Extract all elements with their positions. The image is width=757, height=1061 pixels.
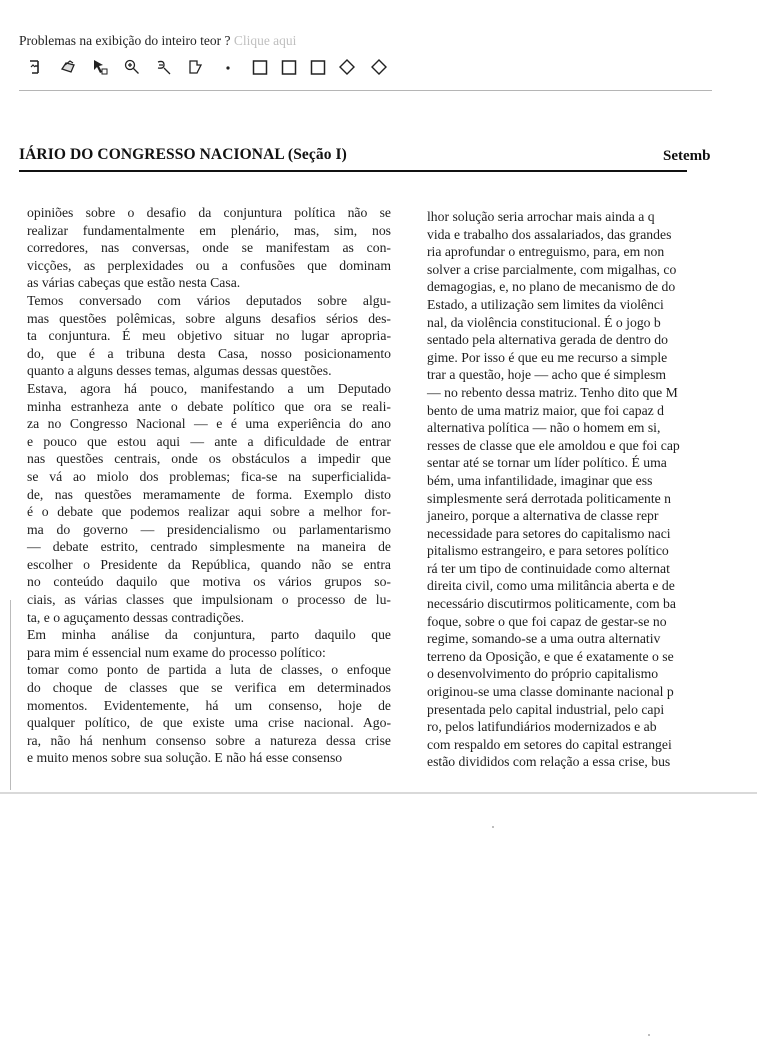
text-line: ta, e o aguçamento dessas contradições. [27, 609, 245, 625]
text-line: realizar fundamentalmente em plenário, mas, sim, nos [27, 222, 391, 238]
text-line: qualquer político, de que existe uma crise nacional. Ago- [27, 715, 391, 731]
text-line: do choque de classes que se verifica em determinados [27, 680, 391, 696]
text-line: para mim é essencial num exame do processo político: [27, 644, 326, 660]
text-line: originou-se uma classe dominante nacional p [427, 684, 674, 700]
viewer-toolbar [26, 54, 401, 80]
text-line: quanto a alguns desses temas, algumas dessas questões. [27, 363, 332, 379]
display-problem-notice [19, 33, 296, 49]
toolbar-divider [19, 90, 712, 91]
text-line: escolher o Presidente da República, quando não se entra [27, 556, 391, 572]
text-line: do, que é a tribuna desta Casa, nosso posicionamento [27, 345, 391, 361]
text-line: corredores, nas conversas, onde se manifestam as con- [27, 240, 391, 256]
text-line: trar a questão, hoje — acho que é simplesm [427, 367, 667, 383]
text-line: regime, somando-se a uma outra alternativ [427, 631, 661, 647]
text-line: no conteúdo daquilo que motiva os vários grupos so- [27, 574, 391, 590]
header-rule [19, 170, 687, 172]
scan-speck [492, 826, 494, 828]
text-line: é o debate que podemos realizar aqui sobre a melhor for- [27, 504, 391, 520]
diamond-2-icon[interactable] [369, 57, 389, 77]
text-line: ria aprofundar o entreguismo, para, em non [427, 244, 665, 260]
print-icon[interactable] [58, 57, 78, 77]
text-line: com respaldo em setores do capital estrangei [427, 736, 672, 752]
text-line: gime. Por isso é que eu me recurso a simple [427, 349, 668, 365]
text-line: vida e trabalho dos assalariados, das grandes [427, 226, 672, 242]
text-line: Temos conversado com vários deputados sobre algu- [27, 292, 391, 308]
text-line: ma do governo — presidencialismo ou parlamentarismo [27, 521, 391, 537]
text-line: sentar até se tornar um líder político. É uma [427, 455, 667, 471]
text-line: alternativa política — não o homem em si, [427, 420, 661, 436]
text-line: Estava, agora há pouco, manifestando a um Deputado [27, 380, 391, 396]
notice-text: Problemas na exibição do inteiro teor ? [19, 33, 231, 48]
text-line: e muito menos sobre sua solução. E não há esse consenso [27, 750, 343, 766]
text-line: mas questões polêmicas, sobre alguns desafios sérios des- [27, 310, 391, 326]
text-line: presentada pelo capital industrial, pelo capi [427, 701, 665, 717]
text-line: nas questões centrais, onde os obstáculos a impedir que [27, 451, 391, 467]
document-date: Setemb [663, 148, 711, 164]
text-line: tomar como ponto de partida a luta de classes, o enfoque [27, 662, 391, 678]
page-square-1-icon[interactable] [250, 57, 270, 77]
text-line: e pouco que estou aqui — ante a dificuldade de entrar [27, 433, 391, 449]
text-line: ro, pelos latifundiários modernizados e ab [427, 719, 657, 735]
text-line: direita civil, como uma militância aberta e de [427, 578, 675, 594]
text-line: momentos. Evidentemente, há um consenso, hoje de [27, 697, 391, 713]
zoom-out-icon[interactable] [154, 57, 174, 77]
document-left-column [27, 204, 391, 767]
text-line: janeiro, porque a alternativa de classe repr [427, 508, 659, 524]
text-line: minha estranheza ante o debate político que ora se reali- [27, 398, 391, 414]
page-square-2-icon[interactable] [279, 57, 299, 77]
text-line: bento de uma matriz maior, que foi capaz d [427, 402, 664, 418]
text-line: pitalismo estrangeiro, e para setores político [427, 543, 669, 559]
text-line: demagogias, e, no plano de mecanismo de do [427, 279, 676, 295]
pointer-icon[interactable] [186, 57, 206, 77]
text-line: bém, uma infantilidade, imaginar que ess [427, 472, 653, 488]
text-line: — debate estrito, centrado simplesmente na maneira de [27, 539, 391, 555]
scan-bottom-edge [0, 792, 757, 794]
text-line: estão divididos com relação a essa crise, bus [427, 754, 671, 770]
text-line: Em minha análise da conjuntura, parto daquilo que [27, 627, 391, 643]
text-line: terreno da Oposição, e que é exatamente o se [427, 648, 674, 664]
text-line: simplesmente será derrotada politicamente n [427, 490, 672, 506]
text-line: se vá ao miolo dos problemas; fica-se na superficialida- [27, 468, 391, 484]
document-title: IÁRIO DO CONGRESSO NACIONAL (Seção I) [19, 146, 347, 163]
text-line: as várias cabeças que estão nesta Casa. [27, 275, 241, 291]
text-line: rá ter um tipo de continuidade como alternat [427, 560, 670, 576]
diamond-1-icon[interactable] [337, 57, 357, 77]
text-line: nal, da violência constitucional. É o jogo b [427, 314, 661, 330]
text-line: ra, não há nenhum consenso sobre a natureza dessa crise [27, 732, 391, 748]
text-line: — no rebento dessa matriz. Tenho dito que M [427, 384, 678, 400]
text-line: necessidade para setores do capitalismo naci [427, 525, 671, 541]
text-line: o desenvolvimento do próprio capitalismo [427, 666, 659, 682]
page-square-3-icon[interactable] [308, 57, 328, 77]
text-line: ciais, as várias classes que impulsionam o processo de lu- [27, 592, 391, 608]
text-line: solver a crise parcialmente, com migalhas, co [427, 261, 677, 277]
text-line: za no Congresso Nacional — e é uma experiência do ano [27, 416, 391, 432]
text-line: vicções, as perplexidades ou a confusões que dominam [27, 257, 391, 273]
dot-icon[interactable] [218, 57, 238, 77]
text-line: foque, sobre o que foi capaz de gestar-se no [427, 613, 667, 629]
text-line: resses de classe que ele amoldou e que foi cap [427, 437, 680, 453]
text-line: necessário discutirmos politicamente, com ba [427, 596, 676, 612]
document-right-column [427, 208, 684, 771]
save-icon[interactable] [26, 57, 46, 77]
text-line: Estado, a utilização sem limites da violênci [427, 296, 664, 312]
text-line: sentado pela alternativa gerada de dentro do [427, 332, 668, 348]
scan-speck [648, 1034, 650, 1036]
text-line: opiniões sobre o desafio da conjuntura política não se [27, 205, 391, 220]
text-line: de, nas questões meramamente de forma. Exemplo disto [27, 486, 391, 502]
text-line: ta conjuntura. É meu objetivo situar no lugar apropria- [27, 328, 391, 344]
select-arrow-icon[interactable] [90, 57, 110, 77]
text-line: lhor solução seria arrochar mais ainda a q [427, 209, 655, 224]
document-header [19, 146, 711, 168]
scan-edge [10, 600, 11, 790]
zoom-in-icon[interactable] [122, 57, 142, 77]
click-here-link[interactable]: Clique aqui [233, 33, 297, 48]
